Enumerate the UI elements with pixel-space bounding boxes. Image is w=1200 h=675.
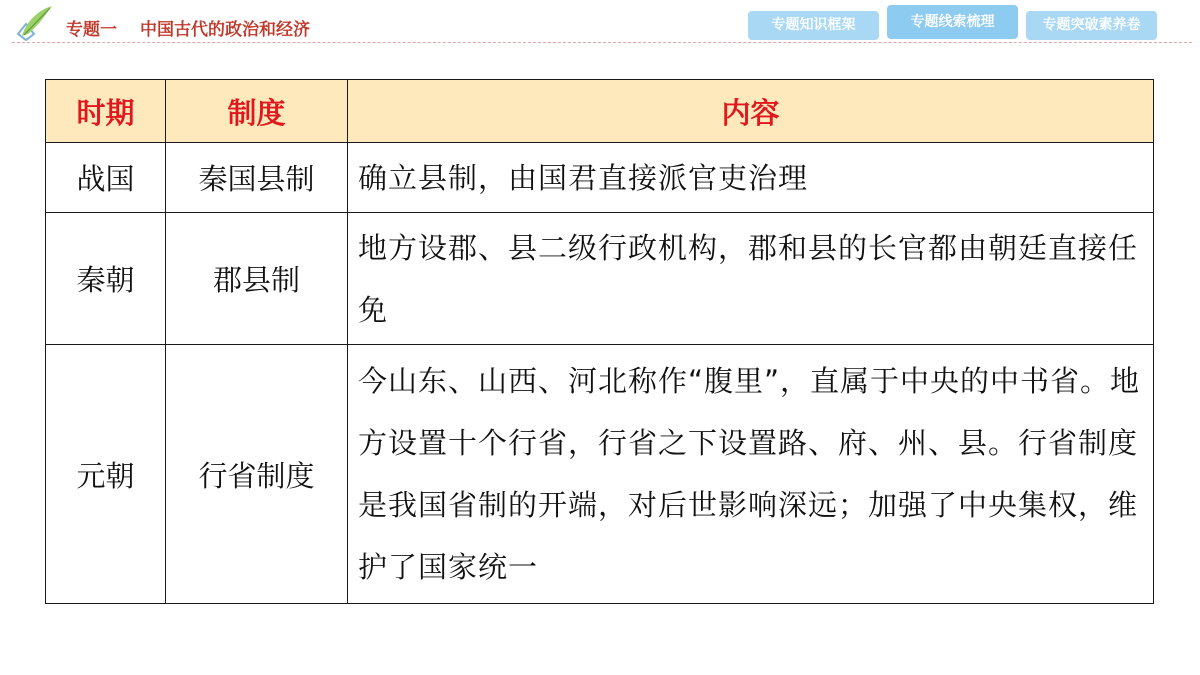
table-row [46,143,1154,213]
table-row [46,345,1154,604]
cell-content: 确立县制，由国君直接派官吏治理 [348,143,1154,213]
cell-system: 郡县制 [166,213,348,345]
section-title: 中国古代的政治和经济 [140,20,310,40]
header-divider [12,42,1192,43]
feather-pen-logo-icon [12,4,56,42]
cell-system: 行省制度 [166,345,348,604]
table-header-row [46,80,1154,143]
tab-breakthrough-quiz[interactable]: 专题突破素养卷 [1026,11,1157,40]
table-row [46,213,1154,345]
institution-table [45,79,1154,604]
cell-period: 秦朝 [46,213,166,345]
cell-period: 战国 [46,143,166,213]
header-period: 时期 [46,80,166,143]
cell-period: 元朝 [46,345,166,604]
tab-clue-review[interactable]: 专题线索梳理 [887,5,1018,39]
slide-header [0,0,1200,50]
section-label: 专题一 [66,20,117,40]
header-system: 制度 [166,80,348,143]
tab-knowledge-framework[interactable]: 专题知识框架 [748,11,879,40]
cell-content: 地方设郡、县二级行政机构，郡和县的长官都由朝廷直接任免 [348,213,1154,345]
header-content: 内容 [348,80,1154,143]
cell-content: 今山东、山西、河北称作“腹里”，直属于中央的中书省。地方设置十个行省，行省之下设置路、府、州、县。行省制度是我国省制的开端，对后世影响深远；加强了中央集权，维护了国家统一 [348,345,1154,604]
cell-system: 秦国县制 [166,143,348,213]
